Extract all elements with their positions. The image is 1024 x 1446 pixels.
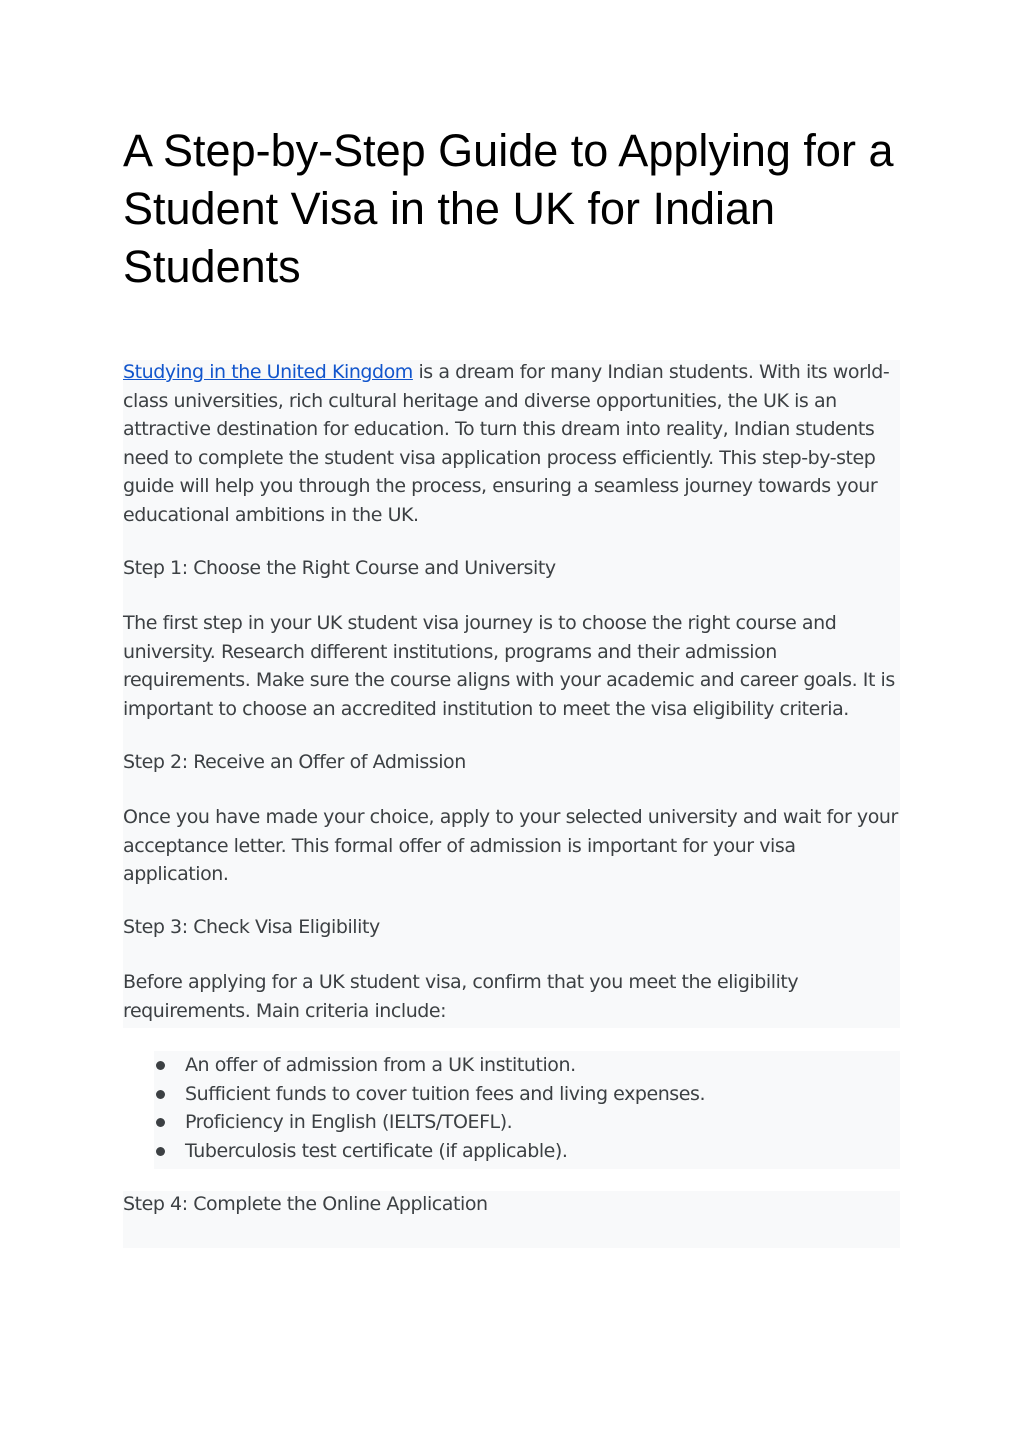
studying-uk-link[interactable]: Studying in the United Kingdom: [123, 361, 413, 383]
bullet-icon: [156, 1147, 165, 1156]
step-2-heading: Step 2: Receive an Offer of Admission: [123, 751, 466, 773]
bullet-icon: [156, 1118, 165, 1127]
step-3-heading: Step 3: Check Visa Eligibility: [123, 916, 380, 938]
step-4-heading: Step 4: Complete the Online Application: [123, 1193, 488, 1215]
step-1-body: The first step in your UK student visa journey is to choose the right course and university. Research different institutions, programs and their admission requirements. Make sure the course aligns with your academic and career goals. It is important to choose an accredited institution to meet the visa eligibility criteria.: [123, 612, 895, 720]
bullet-icon: [156, 1061, 165, 1070]
step-1-heading: Step 1: Choose the Right Course and University: [123, 557, 556, 579]
list-item: Tuberculosis test certificate (if applicable).: [154, 1137, 894, 1166]
eligibility-criteria-list: [154, 1051, 894, 1165]
intro-paragraph: [123, 358, 903, 529]
list-item: Proficiency in English (IELTS/TOEFL).: [154, 1108, 894, 1137]
intro-text: is a dream for many Indian students. With its world-class universities, rich cultural heritage and diverse opportunities, the UK is an attractive destination for education. To turn this dream into reality, Indian students need to complete the student visa application process efficiently. This step-by-step guide will help you through the process, ensuring a seamless journey towards your educational ambitions in the UK.: [123, 361, 890, 526]
list-item: An offer of admission from a UK institution.: [154, 1051, 894, 1080]
page-title: A Step-by-Step Guide to Applying for a Student Visa in the UK for Indian Students: [123, 125, 894, 292]
step-3-body: Before applying for a UK student visa, confirm that you meet the eligibility requirements. Main criteria include:: [123, 971, 799, 1022]
bullet-icon: [156, 1090, 165, 1099]
list-item: Sufficient funds to cover tuition fees and living expenses.: [154, 1080, 894, 1109]
step-2-body: Once you have made your choice, apply to your selected university and wait for your acceptance letter. This formal offer of admission is important for your visa application.: [123, 806, 898, 885]
